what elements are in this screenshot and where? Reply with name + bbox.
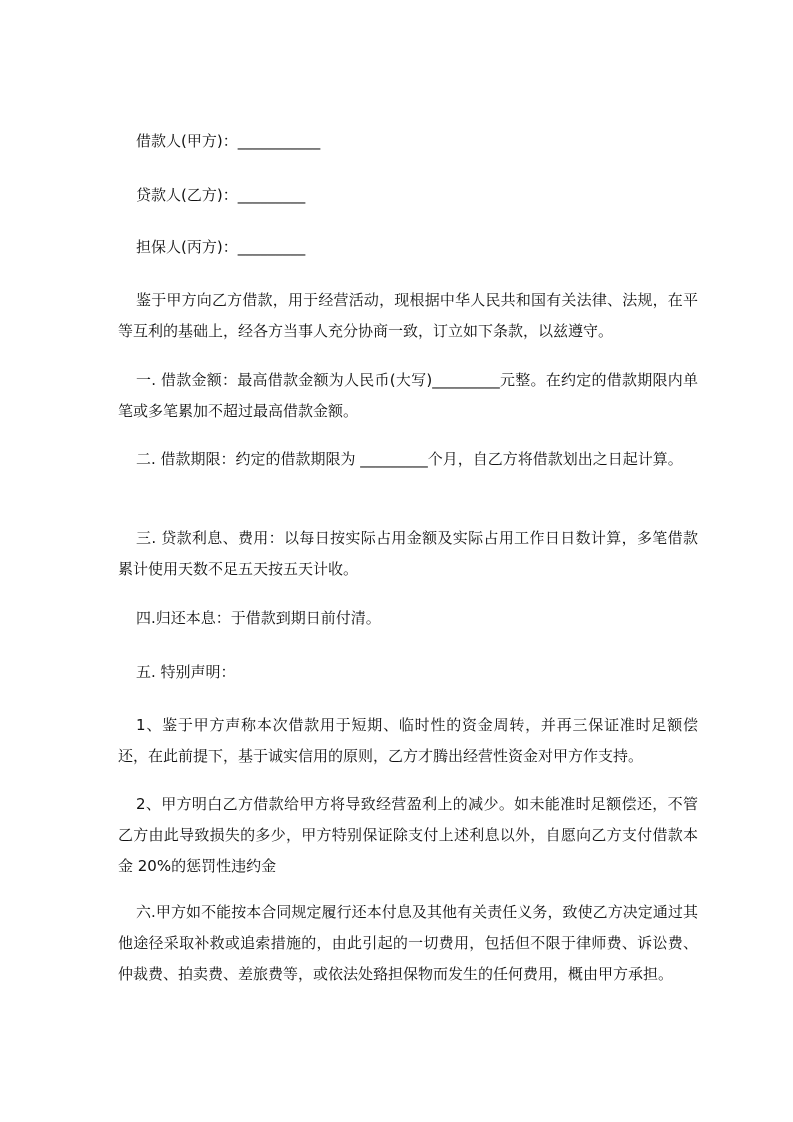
borrower-line: 借款人(甲方)：___________ — [136, 132, 321, 150]
guarantor-line: 担保人(丙方)：_________ — [136, 238, 306, 256]
clause-2: 二. 借款期限：约定的借款期限为 _________个月，自乙方将借款划出之日起计算。 — [136, 450, 683, 468]
clause-5-item-1: 1、鉴于甲方声称本次借款用于短期、临时性的资金周转，并再三保证准时足额偿还，在此前提下，基于诚实信用的原则，乙方才腾出经营性资金对甲方作支持。 — [118, 716, 698, 765]
clause-5-item-2: 2、甲方明白乙方借款给甲方将导致经营盈利上的减少。如未能准时足额偿还，不管乙方由此导致损失的多少，甲方特别保证除支付上述利息以外，自愿向乙方支付借款本金 20%的惩罚性违约金 — [118, 795, 698, 875]
clause-4: 四.归还本息：于借款到期日前付清。 — [136, 609, 381, 627]
clause-3: 三. 贷款利息、费用：以每日按实际占用金额及实际占用工作日日数计算，多笔借款累计使用天数不足五天按五天计收。 — [118, 529, 698, 578]
clause-1: 一. 借款金额：最高借款金额为人民币(大写)_________元整。在约定的借款期限内单笔或多笔累加不超过最高借款金额。 — [118, 371, 698, 420]
clause-6: 六.甲方如不能按本合同规定履行还本付息及其他有关责任义务，致使乙方决定通过其他途径采取补救或追索措施的，由此引起的一切费用，包括但不限于律师费、诉讼费、仲裁费、拍卖费、差旅费等，或依法处臵担保物而发生的任何费用，概由甲方承担。 — [118, 903, 698, 983]
preamble-paragraph: 鉴于甲方向乙方借款，用于经营活动，现根据中华人民共和国有关法律、法规，在平等互利的基础上，经各方当事人充分协商一致，订立如下条款，以兹遵守。 — [118, 291, 698, 340]
lender-line: 贷款人(乙方)：_________ — [136, 186, 306, 204]
clause-5-heading: 五. 特别声明： — [136, 663, 236, 681]
